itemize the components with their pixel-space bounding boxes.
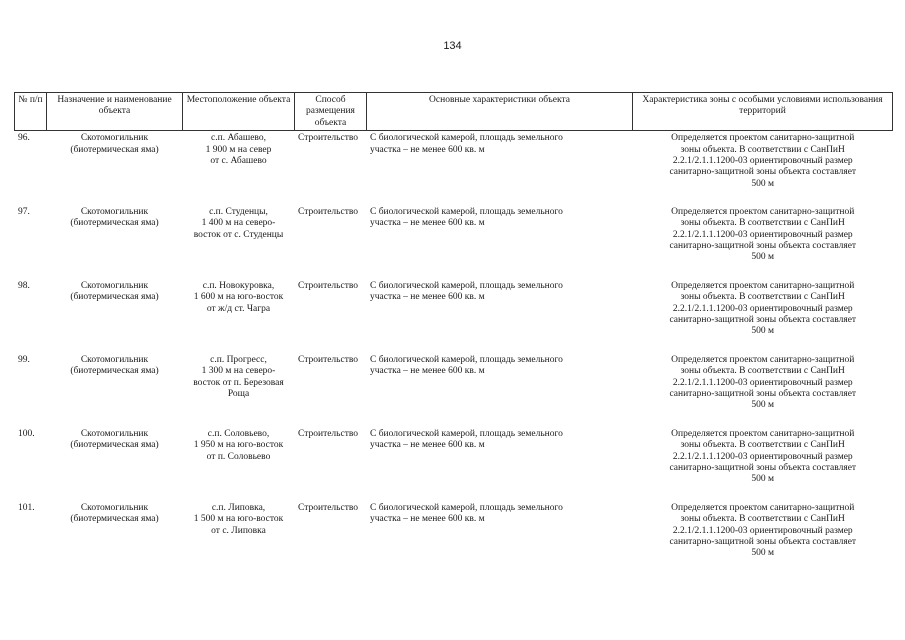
- object-location-line: от с. Липовка: [211, 525, 266, 536]
- zone-characteristics-line: зоны объекта. В соответствии с СанПиН: [680, 218, 845, 229]
- object-characteristics: [367, 205, 633, 279]
- object-location-line: от ж/д ст. Чагра: [206, 303, 271, 314]
- zone-characteristics-line: зоны объекта. В соответствии с СанПиН: [680, 440, 845, 451]
- object-name: [47, 501, 183, 575]
- object-location-line: с.п. Прогресс,: [210, 354, 267, 365]
- object-name-line: Скотомогильник: [80, 354, 149, 365]
- object-location-line: 1 950 м на юго-восток: [193, 440, 284, 451]
- object-characteristics-line: участка – не менее 600 кв. м: [370, 514, 485, 525]
- object-name-line: Скотомогильник: [80, 280, 149, 291]
- placement-method: Строительство: [298, 280, 359, 291]
- zone-characteristics-line: санитарно-защитной зоны объекта составляет: [669, 167, 857, 178]
- row-number: 97.: [18, 206, 30, 217]
- object-name: [47, 131, 183, 205]
- object-location-line: с.п. Липовка,: [211, 502, 266, 513]
- objects-table: [14, 92, 893, 575]
- zone-characteristics-line: санитарно-защитной зоны объекта составляет: [669, 462, 857, 473]
- page-number: 134: [443, 40, 462, 52]
- zone-characteristics-line: 500 м: [751, 400, 775, 411]
- object-characteristics: [367, 427, 633, 501]
- object-name-line: Скотомогильник: [80, 428, 149, 439]
- zone-characteristics: [633, 205, 893, 279]
- object-location-line: с.п. Соловьево,: [207, 428, 270, 439]
- zone-characteristics: [633, 501, 893, 575]
- object-location-line: 1 400 м на северо-: [201, 218, 276, 229]
- object-name-line: (биотермическая яма): [70, 292, 159, 303]
- object-name-line: (биотермическая яма): [70, 514, 159, 525]
- zone-characteristics-line: зоны объекта. В соответствии с СанПиН: [680, 144, 845, 155]
- table-row: [15, 131, 893, 205]
- table-row: [15, 205, 893, 279]
- object-location: [183, 205, 295, 279]
- object-characteristics-line: участка – не менее 600 кв. м: [370, 144, 485, 155]
- row-number: 101.: [18, 502, 35, 513]
- header-method: Способ размещения объекта: [295, 93, 367, 131]
- zone-characteristics: [633, 279, 893, 353]
- object-name: [47, 279, 183, 353]
- table-row: [15, 279, 893, 353]
- object-location: [183, 279, 295, 353]
- object-location-line: 1 900 м на север: [205, 144, 272, 155]
- zone-characteristics: [633, 427, 893, 501]
- zone-characteristics-line: 2.2.1/2.1.1.1200-03 ориентировочный размер: [672, 156, 853, 167]
- object-name-line: (биотермическая яма): [70, 218, 159, 229]
- object-location: [183, 427, 295, 501]
- zone-characteristics-line: 2.2.1/2.1.1.1200-03 ориентировочный размер: [672, 377, 853, 388]
- zone-characteristics-line: 500 м: [751, 178, 775, 189]
- table-header-row: [15, 93, 893, 131]
- zone-characteristics-line: санитарно-защитной зоны объекта составляет: [669, 536, 857, 547]
- object-location-line: 1 300 м на северо-: [201, 366, 276, 377]
- object-characteristics-line: участка – не менее 600 кв. м: [370, 292, 485, 303]
- object-location-line: 1 600 м на юго-восток: [193, 292, 284, 303]
- object-characteristics-line: участка – не менее 600 кв. м: [370, 366, 485, 377]
- object-characteristics-line: С биологической камерой, площадь земельного: [370, 428, 563, 439]
- zone-characteristics-line: 500 м: [751, 252, 775, 263]
- object-location-line: с.п. Абашево,: [211, 133, 266, 144]
- zone-characteristics-line: 2.2.1/2.1.1.1200-03 ориентировочный размер: [672, 229, 853, 240]
- zone-characteristics-line: 500 м: [751, 326, 775, 337]
- row-number: 100.: [18, 428, 35, 439]
- zone-characteristics-line: 2.2.1/2.1.1.1200-03 ориентировочный размер: [672, 525, 853, 536]
- zone-characteristics-line: Определяется проектом санитарно-защитной: [671, 502, 855, 513]
- object-characteristics: [367, 501, 633, 575]
- object-characteristics-line: С биологической камерой, площадь земельного: [370, 133, 563, 144]
- object-characteristics-line: С биологической камерой, площадь земельного: [370, 206, 563, 217]
- object-name-line: (биотермическая яма): [70, 366, 159, 377]
- zone-characteristics-line: 500 м: [751, 548, 775, 559]
- object-name-line: Скотомогильник: [80, 133, 149, 144]
- table-row: [15, 353, 893, 427]
- header-location: Местоположение объекта: [183, 93, 295, 131]
- placement-method: Строительство: [298, 428, 359, 439]
- object-name: [47, 427, 183, 501]
- table-row: [15, 427, 893, 501]
- zone-characteristics-line: Определяется проектом санитарно-защитной: [671, 206, 855, 217]
- placement-method: Строительство: [298, 206, 359, 217]
- object-location-line: от с. Абашево: [210, 156, 267, 167]
- object-location-line: с.п. Студенцы,: [209, 206, 268, 217]
- zone-characteristics: [633, 131, 893, 205]
- zone-characteristics-line: 2.2.1/2.1.1.1200-03 ориентировочный размер: [672, 303, 853, 314]
- zone-characteristics-line: санитарно-защитной зоны объекта составляет: [669, 388, 857, 399]
- row-number: 99.: [18, 354, 30, 365]
- object-name-line: (биотермическая яма): [70, 144, 159, 155]
- object-characteristics: [367, 353, 633, 427]
- zone-characteristics-line: зоны объекта. В соответствии с СанПиН: [680, 514, 845, 525]
- object-characteristics-line: участка – не менее 600 кв. м: [370, 440, 485, 451]
- zone-characteristics-line: 2.2.1/2.1.1.1200-03 ориентировочный размер: [672, 451, 853, 462]
- object-characteristics-line: С биологической камерой, площадь земельного: [370, 280, 563, 291]
- zone-characteristics-line: 500 м: [751, 474, 775, 485]
- object-characteristics-line: С биологической камерой, площадь земельного: [370, 502, 563, 513]
- zone-characteristics-line: Определяется проектом санитарно-защитной: [671, 133, 855, 144]
- object-name-line: (биотермическая яма): [70, 440, 159, 451]
- placement-method: Строительство: [298, 354, 359, 365]
- placement-method: Строительство: [298, 133, 359, 144]
- zone-characteristics-line: санитарно-защитной зоны объекта составляет: [669, 240, 857, 251]
- header-number: № п/п: [15, 93, 47, 131]
- object-location-line: с.п. Новокуровка,: [202, 280, 275, 291]
- table-row: [15, 501, 893, 575]
- object-location-line: 1 500 м на юго-восток: [193, 514, 284, 525]
- zone-characteristics-line: санитарно-защитной зоны объекта составляет: [669, 314, 857, 325]
- object-name: [47, 205, 183, 279]
- header-zone: Характеристика зоны с особыми условиями использования территорий: [633, 93, 893, 131]
- object-location: [183, 353, 295, 427]
- object-characteristics: [367, 131, 633, 205]
- header-characteristics: Основные характеристики объекта: [367, 93, 633, 131]
- object-name-line: Скотомогильник: [80, 206, 149, 217]
- zone-characteristics-line: Определяется проектом санитарно-защитной: [671, 280, 855, 291]
- object-location-line: Роща: [227, 388, 250, 399]
- object-characteristics-line: С биологической камерой, площадь земельного: [370, 354, 563, 365]
- zone-characteristics-line: зоны объекта. В соответствии с СанПиН: [680, 292, 845, 303]
- object-location-line: от п. Соловьево: [206, 451, 271, 462]
- object-name-line: Скотомогильник: [80, 502, 149, 513]
- header-name: Назначение и наименование объекта: [47, 93, 183, 131]
- object-location-line: восток от с. Студенцы: [193, 229, 284, 240]
- zone-characteristics-line: Определяется проектом санитарно-защитной: [671, 428, 855, 439]
- row-number: 98.: [18, 280, 30, 291]
- object-location: [183, 501, 295, 575]
- zone-characteristics: [633, 353, 893, 427]
- object-characteristics: [367, 279, 633, 353]
- row-number: 96.: [18, 133, 30, 144]
- zone-characteristics-line: зоны объекта. В соответствии с СанПиН: [680, 366, 845, 377]
- object-name: [47, 353, 183, 427]
- placement-method: Строительство: [298, 502, 359, 513]
- zone-characteristics-line: Определяется проектом санитарно-защитной: [671, 354, 855, 365]
- object-location-line: восток от п. Березовая: [193, 377, 284, 388]
- object-location: [183, 131, 295, 205]
- object-characteristics-line: участка – не менее 600 кв. м: [370, 218, 485, 229]
